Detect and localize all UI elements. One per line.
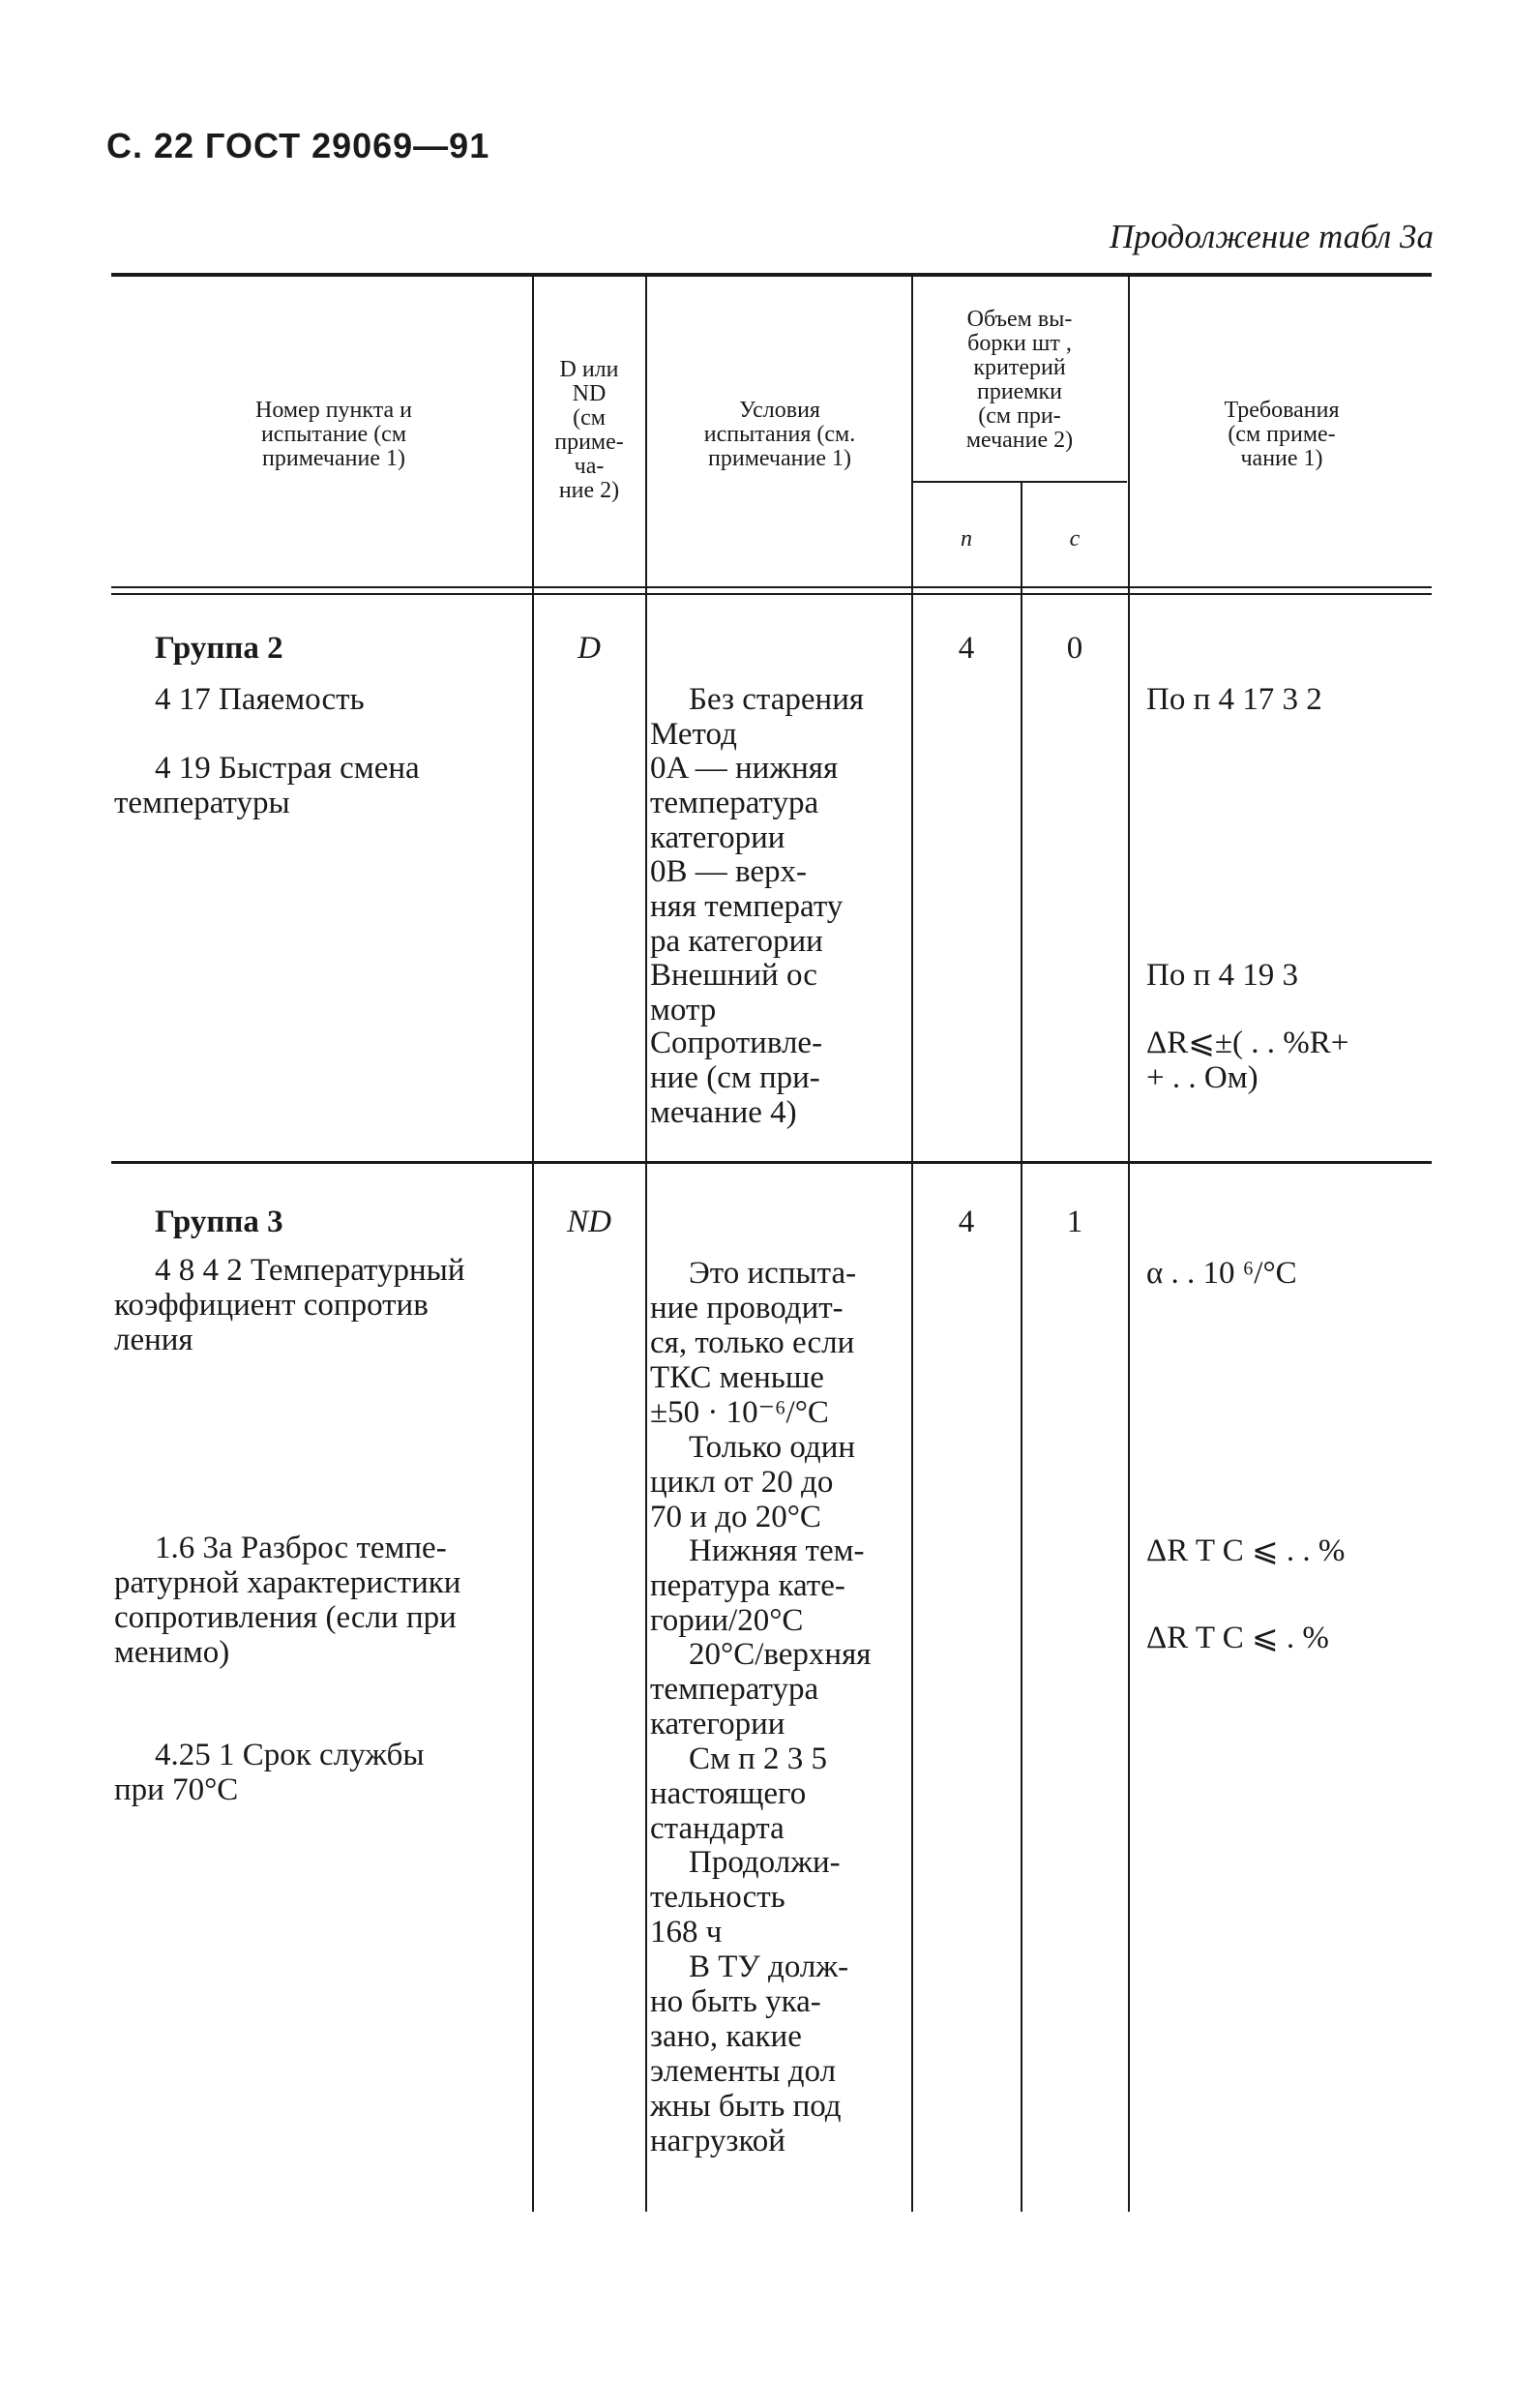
group-separator-rule — [111, 1161, 1432, 1164]
col-line-5 — [1128, 277, 1130, 2212]
group3-cond-tks: Это испыта- ние проводит- ся, только если ТКС меньше ±50 · 10⁻⁶/°С — [650, 1256, 857, 1430]
group3-req-alpha: α . . 10 ⁶/°С — [1146, 1256, 1297, 1291]
group3-cond-upper: 20°С/верхняя температура категории — [650, 1637, 872, 1741]
continuation-label: Продолжение табл 3а — [1109, 218, 1434, 255]
group3-cond-lower: Нижняя тем- пература кате- гории/20°С — [650, 1533, 865, 1638]
col-line-3 — [911, 277, 913, 2212]
group2-n: 4 — [958, 631, 975, 666]
col-line-2 — [645, 277, 647, 2212]
header-d-nd: D или ND (см приме- ча- ние 2) — [554, 357, 624, 503]
page-header: С. 22 ГОСТ 29069—91 — [106, 126, 490, 165]
header-conditions: Условия испытания (см. примечание 1) — [703, 398, 856, 471]
group2-title: Группа 2 — [155, 631, 283, 666]
group3-cond-cycle: Только один цикл от 20 до 70 и до 20°С — [650, 1430, 856, 1534]
group2-d-nd: D — [578, 631, 601, 666]
header-bottom-rule-1 — [111, 586, 1432, 588]
group3-c: 1 — [1066, 1205, 1083, 1239]
table-top-rule — [111, 273, 1432, 277]
col-line-4 — [1021, 481, 1022, 2212]
group3-item-163a: 1.6 3а Разброс темпе- ратурной характеристики сопротивления (если при менимо) — [114, 1531, 461, 1670]
group2-cond-resistance: Сопротивле- ние (см при- мечание 4) — [650, 1026, 823, 1130]
group3-title: Группа 3 — [155, 1205, 283, 1239]
group3-req-rtc1: ΔR T C ⩽ . . % — [1146, 1533, 1346, 1568]
header-sample: Объем вы- борки шт , критерий приемки (см при- мечание 2) — [965, 307, 1074, 453]
header-bottom-rule-2 — [111, 593, 1432, 595]
group3-item-4842: 4 8 4 2 Температурный коэффициент сопротив ления — [114, 1253, 465, 1357]
group3-item-4251: 4.25 1 Срок службы при 70°С — [114, 1738, 425, 1807]
group2-cond-ta: 0A — нижняя температура категории — [650, 751, 839, 855]
group2-cond-aging: Без старения Метод — [650, 682, 865, 752]
group3-n: 4 — [958, 1205, 975, 1239]
group3-req-rtc2: ΔR T C ⩽ . % — [1146, 1621, 1329, 1655]
header-requirements: Требования (см приме- чание 1) — [1224, 398, 1340, 471]
group3-cond-see: См п 2 3 5 настоящего стандарта — [650, 1741, 828, 1846]
header-item: Номер пункта и испытание (см примечание 1) — [254, 398, 413, 471]
col-line-1 — [532, 277, 534, 2212]
group3-cond-duration: Продолжи- тельность 168 ч — [650, 1845, 841, 1949]
group2-item-417: 4 17 Паяемость — [155, 682, 365, 717]
sample-header-rule — [911, 481, 1127, 483]
group2-cond-tb: 0B — верх- няя температу ра категории — [650, 854, 844, 959]
group2-c: 0 — [1066, 631, 1083, 666]
group2-req-visual: По п 4 19 3 — [1146, 958, 1298, 993]
group2-req-resistance: ΔR⩽±( . . %R+ + . . Ом) — [1146, 1026, 1349, 1095]
header-n: n — [961, 526, 972, 551]
group2-cond-visual: Внешний ос мотр — [650, 958, 817, 1027]
group2-req-417: По п 4 17 3 2 — [1146, 682, 1322, 717]
header-c: c — [1069, 526, 1081, 551]
group2-item-419: 4 19 Быстрая смена температуры — [114, 751, 420, 820]
group3-cond-tu: В ТУ долж- но быть ука- зано, какие элементы дол жны быть под нагрузкой — [650, 1949, 849, 2158]
group3-d-nd: ND — [567, 1205, 611, 1239]
